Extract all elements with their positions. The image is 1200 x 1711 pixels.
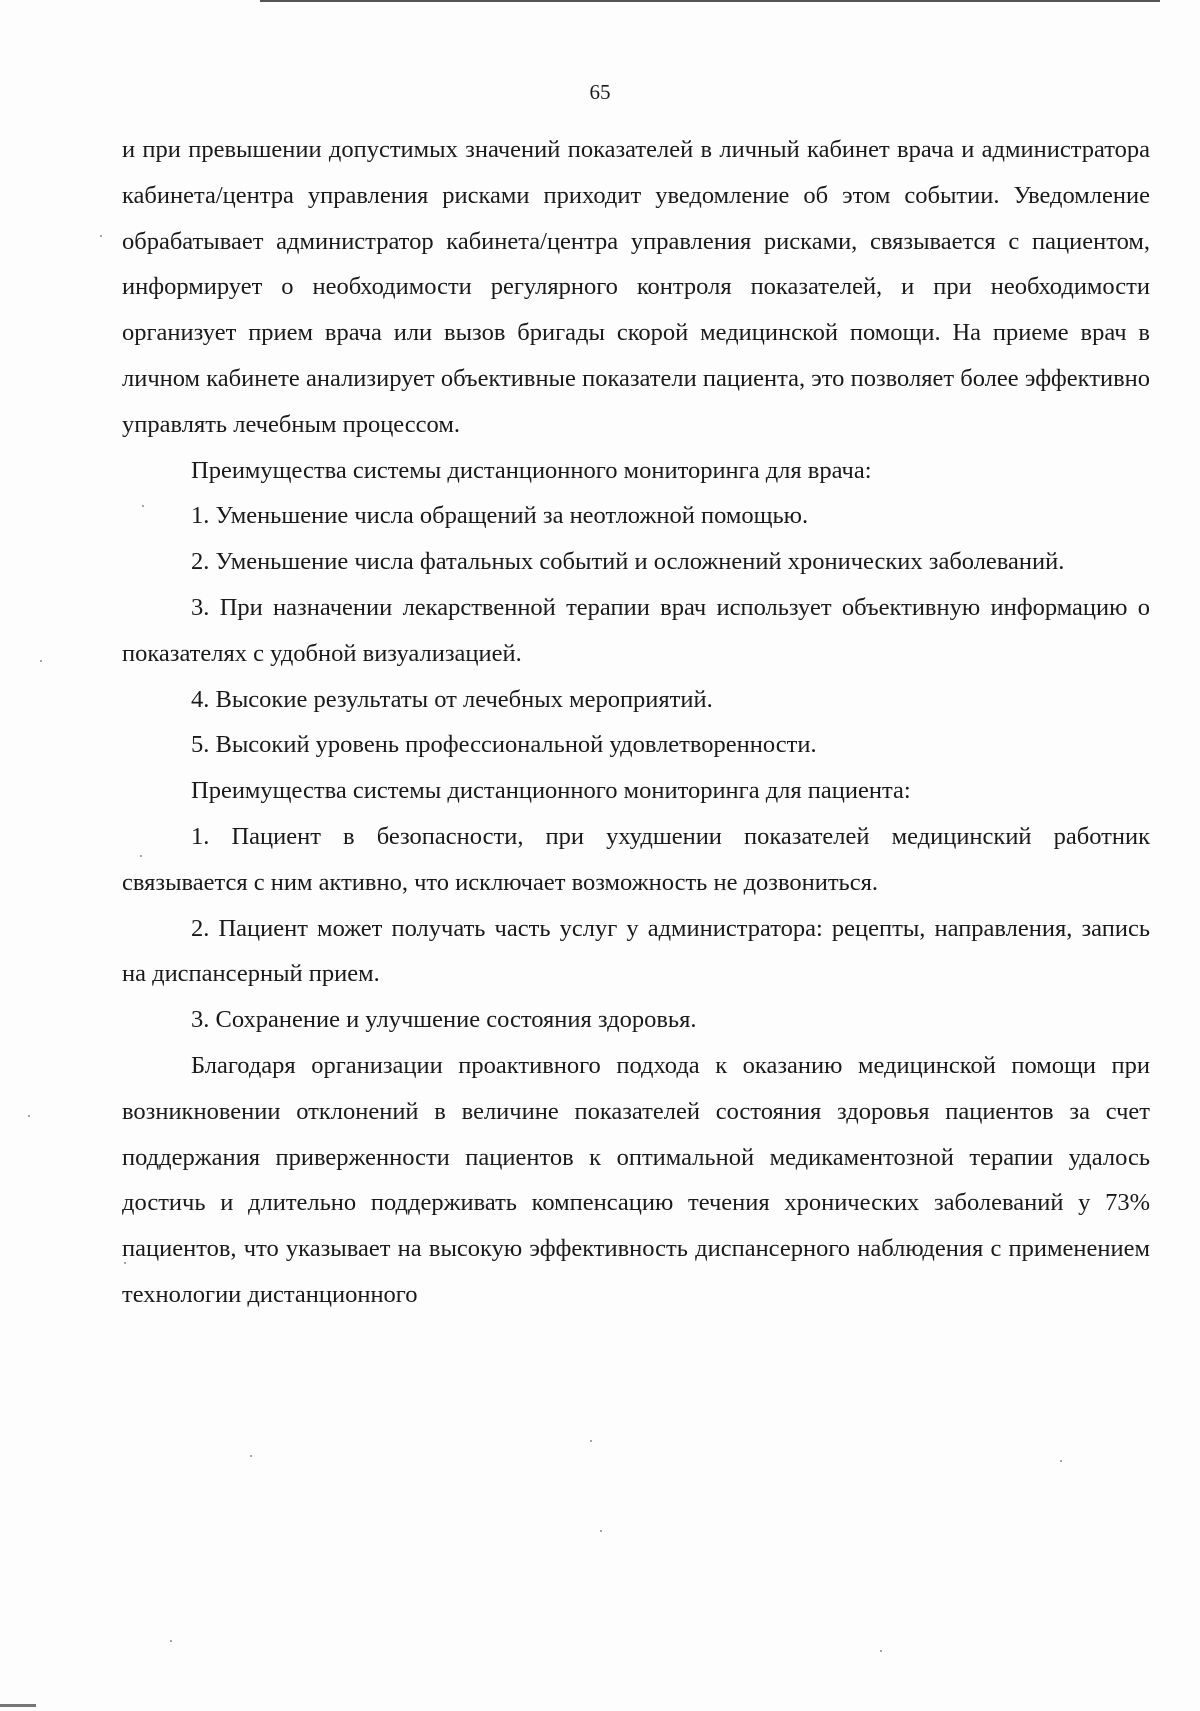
scan-speck <box>40 660 42 662</box>
scan-speck <box>170 1640 172 1642</box>
scan-speck <box>28 1115 30 1117</box>
scan-corner-mark <box>0 1704 36 1707</box>
list-item: 4. Высокие результаты от лечебных мероприятий. <box>191 685 713 713</box>
scan-speck <box>140 855 142 857</box>
scan-speck <box>100 235 102 237</box>
list-item: 2. Уменьшение числа фатальных событий и осложнений хронических заболеваний. <box>191 548 1065 576</box>
scan-top-edge <box>260 0 1160 2</box>
scan-speck <box>142 505 144 507</box>
scan-speck <box>590 1440 592 1442</box>
list-item: 3. Сохранение и улучшение состояния здоровья. <box>191 1006 697 1034</box>
paragraph: и при превышении допустимых значений показателей в личный кабинет врача и администратора кабинета/центра управления рисками приходит уведомление об этом событии. Уведомление обрабатывает администратор кабинета/центра управления рисками, связывается с пациентом, информирует о необходимости регулярного контроля показателей, и при необходимости организует прием врача или вызов бригады скорой медицинской помощи. На приеме врач в личном кабинете анализирует объективные показатели пациента, это позволяет более эффективно управлять лечебным процессом. <box>122 136 1150 438</box>
body-text <box>122 127 1150 1318</box>
scan-speck <box>124 1262 126 1264</box>
list-item: 5. Высокий уровень профессиональной удовлетворенности. <box>191 731 817 759</box>
page-number: 65 <box>589 80 611 104</box>
scan-speck <box>880 1650 882 1652</box>
list-item: 3. При назначении лекарственной терапии врач использует объективную информацию о показателях с удобной визуализацией. <box>122 593 1150 667</box>
scan-speck <box>250 1455 252 1457</box>
scan-speck <box>600 1530 602 1532</box>
list-item: 1. Пациент в безопасности, при ухудшении показателей медицинский работник связывается с ним активно, что исключает возможность не дозвониться. <box>122 822 1150 896</box>
list-item: 2. Пациент может получать часть услуг у администратора: рецепты, направления, запись на диспансерный прием. <box>122 914 1150 988</box>
paragraph: Преимущества системы дистанционного мониторинга для врача: <box>191 456 872 484</box>
list-item: 1. Уменьшение числа обращений за неотложной помощью. <box>191 502 809 530</box>
scan-speck <box>1060 1460 1062 1462</box>
paragraph: Преимущества системы дистанционного мониторинга для пациента: <box>191 777 911 805</box>
paragraph: Благодаря организации проактивного подхода к оказанию медицинской помощи при возникновении отклонений в величине показателей состояния здоровья пациентов за счет поддержания приверженности пациентов к оптимальной медикаментозной терапии удалось достичь и длительно поддерживать компенсацию течения хронических заболеваний у 73% пациентов, что указывает на высокую эффективность диспансерного наблюдения с применением технологии дистанционного <box>122 1051 1150 1308</box>
